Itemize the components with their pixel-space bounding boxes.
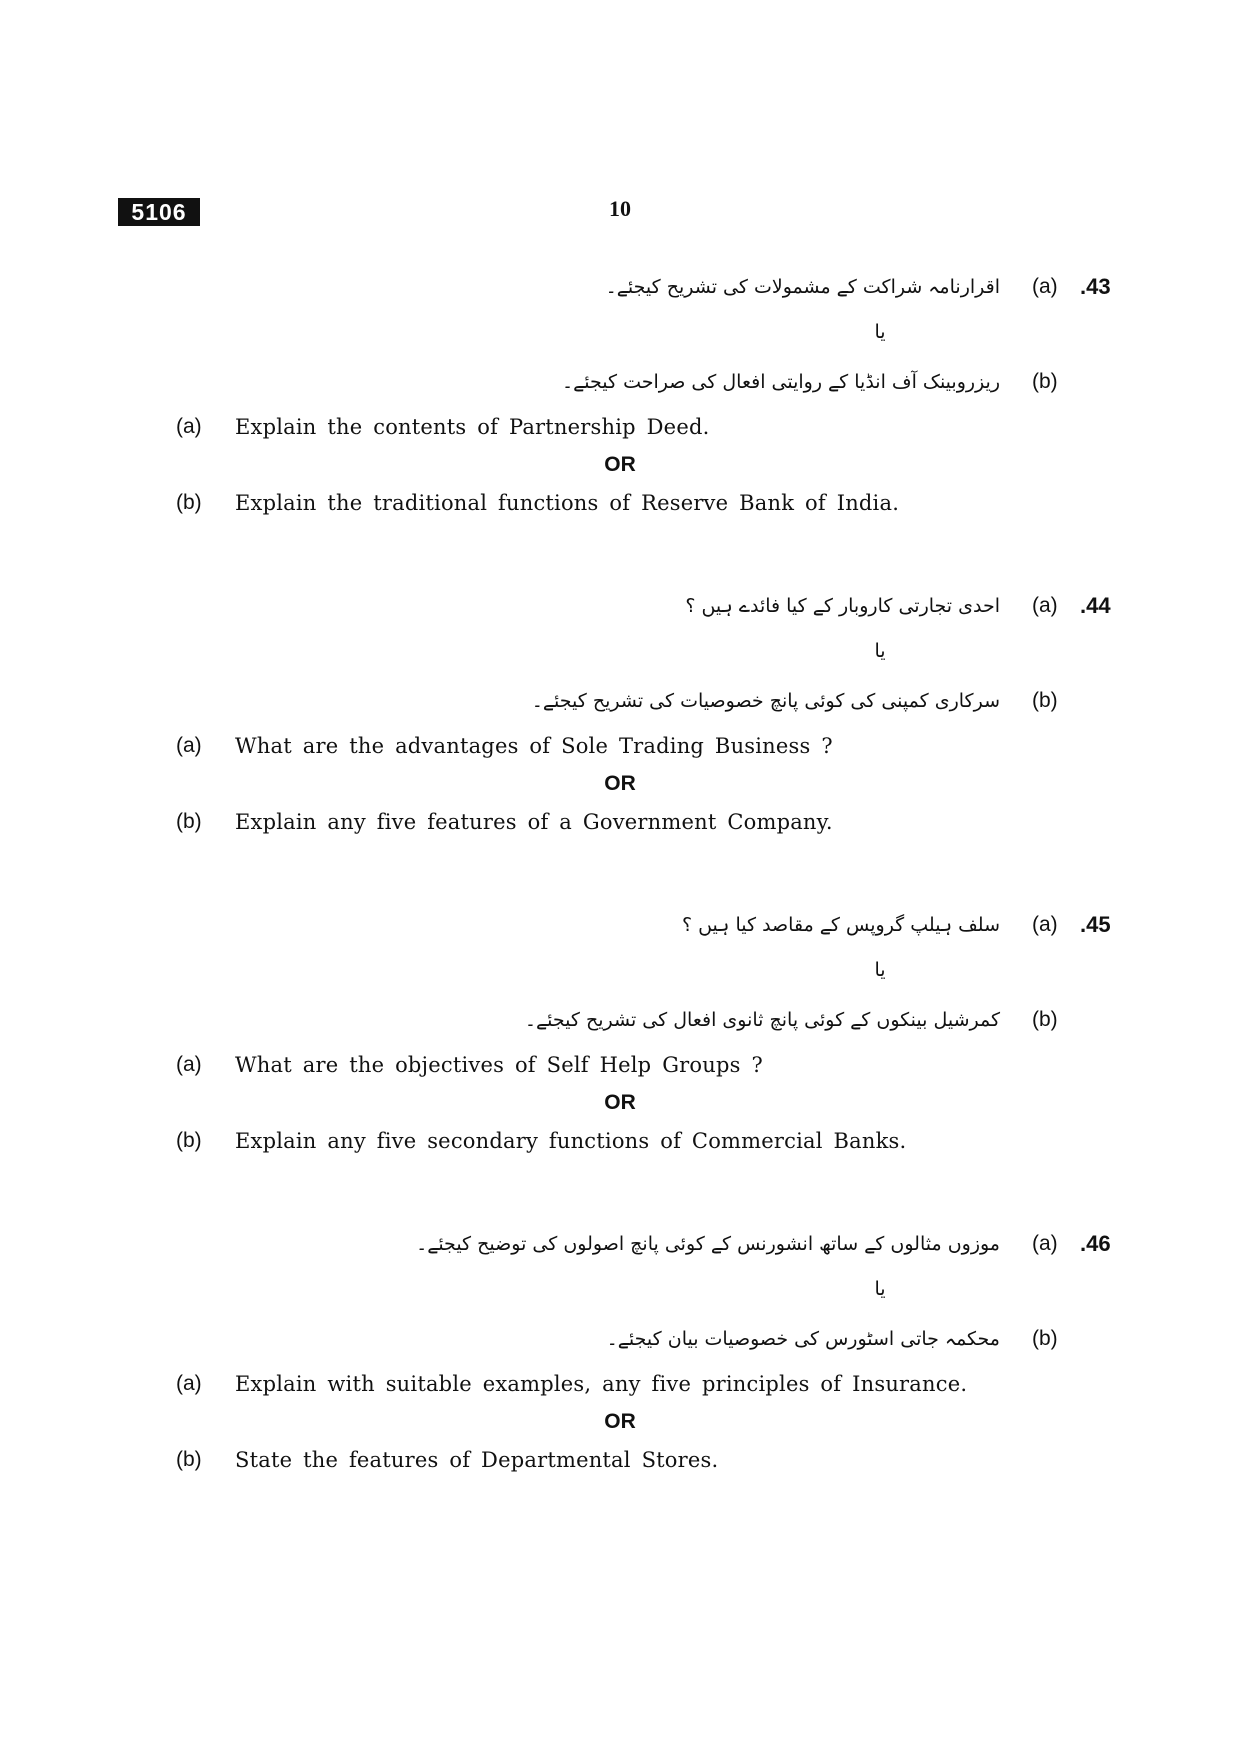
english-part-b-text: Explain any five features of a Government Company. (235, 810, 833, 834)
english-part-a-tag: (a) (176, 1372, 202, 1395)
urdu-or: یا (874, 959, 886, 981)
exam-code-badge: 5106 (118, 198, 200, 226)
english-part-a-text: Explain the contents of Partnership Deed. (235, 415, 710, 439)
urdu-or: یا (874, 640, 886, 662)
english-part-a-text: What are the objectives of Self Help Groups ? (235, 1053, 763, 1077)
urdu-part-b-text: کمرشیل بینکوں کے کوئی پانچ ثانوی افعال کی تشریح کیجئے۔ (524, 1009, 1000, 1031)
urdu-part-a-text: سلف ہیلپ گروپس کے مقاصد کیا ہیں ؟ (681, 914, 1000, 936)
english-part-b-text: Explain the traditional functions of Reserve Bank of India. (235, 491, 900, 515)
urdu-part-b-tag: (b) (1032, 1327, 1058, 1350)
urdu-part-a-text: احدی تجارتی کاروبار کے کیا فائدے ہیں ؟ (685, 595, 1000, 617)
english-or: OR (604, 772, 636, 795)
english-part-a-tag: (a) (176, 415, 202, 438)
question-45 (0, 910, 1240, 1190)
urdu-part-b-tag: (b) (1032, 689, 1058, 712)
urdu-part-b-text: محکمہ جاتی اسٹورس کی خصوصیات بیان کیجئے۔ (606, 1328, 1000, 1350)
english-part-a-text: Explain with suitable examples, any five principles of Insurance. (235, 1372, 968, 1396)
urdu-or: یا (874, 321, 886, 343)
question-number: .44 (1080, 593, 1111, 618)
english-part-b-text: State the features of Departmental Stores. (235, 1448, 719, 1472)
urdu-part-a-tag: (a) (1032, 913, 1058, 936)
question-43 (0, 272, 1240, 552)
english-part-b-tag: (b) (176, 491, 202, 514)
urdu-part-b-text: سرکاری کمپنی کی کوئی پانچ خصوصیات کی تشریح کیجئے۔ (531, 690, 1000, 712)
english-part-b-tag: (b) (176, 1129, 202, 1152)
question-number: .45 (1080, 912, 1111, 937)
question-number: .43 (1080, 274, 1111, 299)
english-part-a-tag: (a) (176, 734, 202, 757)
english-or: OR (604, 1410, 636, 1433)
english-or: OR (604, 1091, 636, 1114)
page-number: 10 (609, 196, 631, 221)
english-or: OR (604, 453, 636, 476)
urdu-part-b-text: ریزروبینک آف انڈیا کے روایتی افعال کی صراحت کیجئے۔ (562, 371, 1000, 393)
question-44 (0, 591, 1240, 871)
urdu-part-a-tag: (a) (1032, 1232, 1058, 1255)
urdu-part-a-text: موزوں مثالوں کے ساتھ انشورنس کے کوئی پانچ اصولوں کی توضیح کیجئے۔ (416, 1233, 1000, 1255)
question-46 (0, 1229, 1240, 1509)
english-part-b-tag: (b) (176, 810, 202, 833)
question-number: .46 (1080, 1231, 1111, 1256)
urdu-or: یا (874, 1278, 886, 1300)
english-part-a-tag: (a) (176, 1053, 202, 1076)
urdu-part-a-tag: (a) (1032, 594, 1058, 617)
english-part-b-text: Explain any five secondary functions of Commercial Banks. (235, 1129, 907, 1153)
urdu-part-b-tag: (b) (1032, 370, 1058, 393)
english-part-b-tag: (b) (176, 1448, 202, 1471)
urdu-part-a-text: اقرارنامہ شراکت کے مشمولات کی تشریح کیجئے۔ (605, 276, 1000, 298)
urdu-part-a-tag: (a) (1032, 275, 1058, 298)
english-part-a-text: What are the advantages of Sole Trading Business ? (235, 734, 833, 758)
urdu-part-b-tag: (b) (1032, 1008, 1058, 1031)
